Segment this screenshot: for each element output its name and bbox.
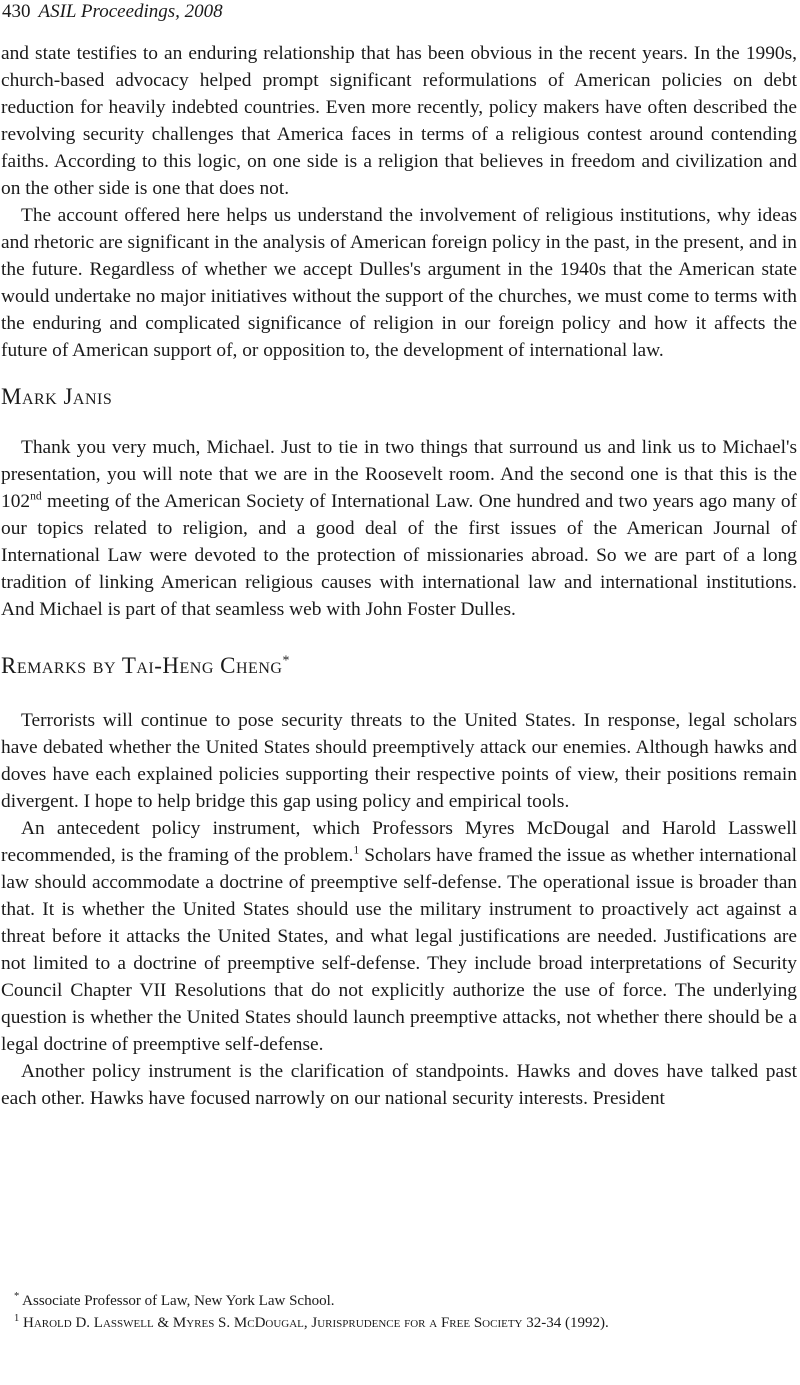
text-run: meeting of the American Society of International Law. One hundred and two years ago many of our topics related to religion, and a good deal of the first issues of the American Journal of International Law were devoted to the protection of missionaries abroad. So we are part of a long tradition of linking American religious causes with international law and international institutions. And Michael is part of that seamless web with John Foster Dulles. [1, 491, 797, 620]
section-heading-cheng [1, 651, 797, 681]
paragraph: and state testifies to an enduring relationship that has been obvious in the recent years. In the 1990s, church-based advocacy helped prompt significant reformulations of American policies on debt reduction for heavily indebted countries. Even more recently, policy makers have often described the revolving security challenges that America faces in terms of a religious contest around contending faiths. According to this logic, on one side is a religion that believes in freedom and civilization and on the other side is one that does not. [1, 43, 797, 199]
footnote-1 [14, 1312, 794, 1334]
body-text [1, 40, 797, 1112]
footnote-mark: * [14, 1291, 20, 1302]
ordinal-superscript: nd [30, 489, 42, 503]
text-run: An antecedent policy instrument, which Professors Myres McDougal and Harold Lasswell recommended, is the framing of the problem. [1, 818, 797, 866]
journal-title: ASIL Proceedings, 2008 [38, 1, 223, 22]
footnote-star [14, 1290, 794, 1312]
section-heading-janis: Mark Janis [1, 384, 113, 409]
footnote-marker: 1 [353, 843, 360, 857]
footnote-text: Associate Professor of Law, New York Law School. [19, 1293, 335, 1309]
paragraph: The account offered here helps us understand the involvement of religious institutions, why ideas and rhetoric are significant in the analysis of American foreign policy in the past, in the present, and in the future. Regardless of whether we accept Dulles's argument in the 1940s that the American state would undertake no major initiatives without the support of the churches, we must come to terms with the enduring and complicated significance of religion in our foreign policy and how it affects the future of American support of, or opposition to, the development of international law. [1, 205, 797, 361]
text-run: Scholars have framed the issue as whether international law should accommodate a doctrine of preemptive self-defense. The operational issue is broader than that. It is whether the United States should use the military instrument to proactively act against a threat before it attacks the United States, and what legal justifications are needed. Justifications are not limited to a doctrine of preemptive self-defense. They include broad interpretations of Security Council Chapter VII Resolutions that do not explicitly authorize the use of force. The underlying question is whether the United States should launch preemptive attacks, not whether there should be a legal doctrine of preemptive self-defense. [1, 845, 798, 1055]
footnote-text: 32-34 (1992). [522, 1315, 609, 1331]
footnote-mark: 1 [14, 1313, 20, 1324]
text-run: Thank you very much, Michael. Just to tie in two things that surround us and link us to Michael's presentation, you will note that we are in the Roosevelt room. And the second one is that this is the 102 [1, 437, 797, 512]
paragraph: Terrorists will continue to pose security threats to the United States. In response, legal scholars have debated whether the United States should preemptively attack our enemies. Although hawks and doves have each explained policies supporting their respective points of view, their positions remain divergent. I hope to help bridge this gap using policy and empirical tools. [1, 710, 797, 812]
footnote-citation: Harold D. Lasswell & Myres S. McDougal, Jurisprudence for a Free Society [19, 1315, 523, 1331]
footnote-marker: * [282, 652, 290, 668]
paragraph: Another policy instrument is the clarification of standpoints. Hawks and doves have talked past each other. Hawks have focused narrowly on our national security interests. President [1, 1061, 797, 1109]
running-head [2, 0, 223, 24]
heading-text: Remarks by Tai-Heng Cheng [1, 653, 283, 678]
paragraph [1, 434, 797, 623]
paragraph [1, 815, 797, 1058]
footnotes [14, 1290, 794, 1334]
page-number: 430 [2, 1, 31, 22]
